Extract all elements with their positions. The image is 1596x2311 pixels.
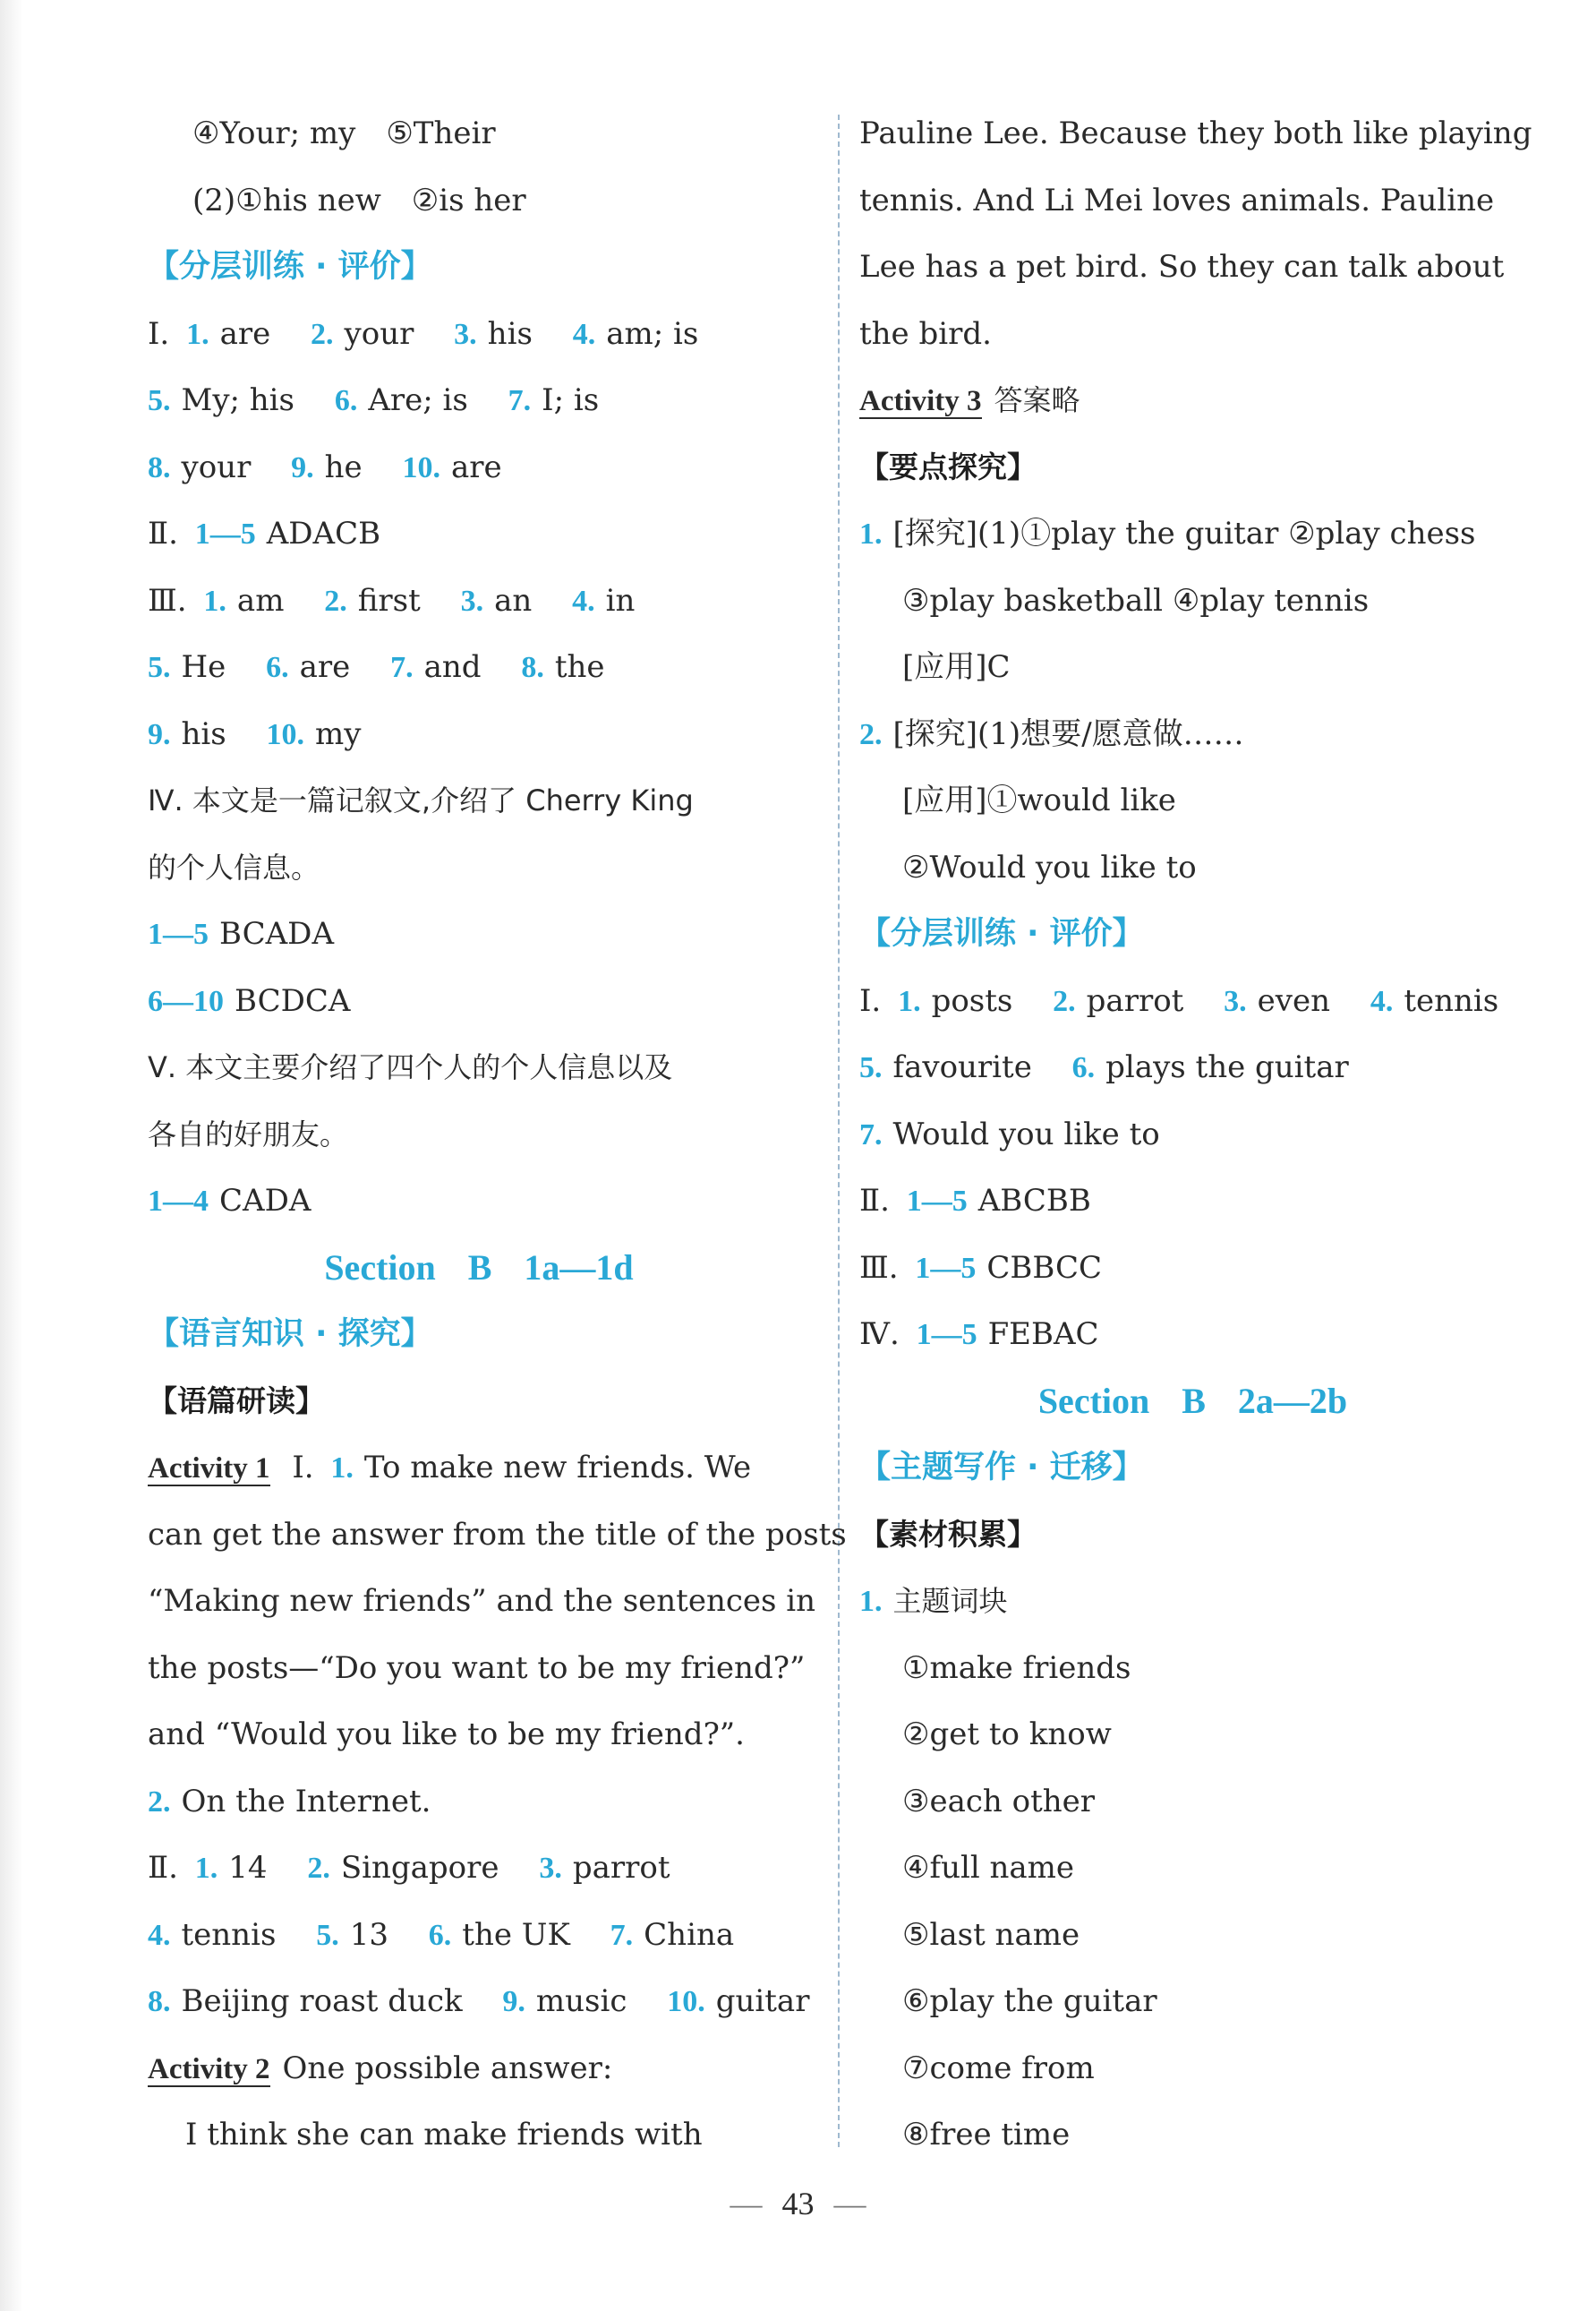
answer-text: On the Internet. <box>181 1783 431 1819</box>
answer-line: tennis. And Li Mei loves animals. Pauline <box>859 182 1495 218</box>
answer-text: tennis <box>1404 982 1499 1019</box>
answer-line <box>859 1301 1526 1368</box>
passage-summary: 各自的好朋友。 <box>148 1117 349 1151</box>
answer-text: the UK <box>462 1916 570 1953</box>
item-number: 2. <box>859 717 883 751</box>
section-heading: 【主题写作 · 迁移】 <box>859 1450 1144 1485</box>
answer-line: “Making new friends” and the sentences in <box>148 1583 816 1619</box>
answer-text: He <box>181 649 226 685</box>
answer-text: favourite <box>892 1049 1032 1085</box>
item-number: 5. <box>316 1918 339 1952</box>
answer-line <box>148 100 810 167</box>
item-number: 9. <box>291 450 314 484</box>
answer-text: BCADA <box>219 916 334 952</box>
answer-line: the bird. <box>859 315 992 352</box>
answer-line <box>148 701 810 768</box>
item-number: 1—5 <box>906 1185 968 1218</box>
answer-text: Beijing roast duck <box>181 1983 463 2019</box>
answer-text: tennis <box>181 1916 277 1953</box>
item-number: 7. <box>610 1918 634 1952</box>
item-number: 5. <box>148 651 171 684</box>
answer-text: parrot <box>572 1850 670 1886</box>
phrase-item: ③each other <box>902 1783 1096 1819</box>
section-heading: 【分层训练 · 评价】 <box>148 249 432 285</box>
answer-text: One possible answer: <box>282 2050 613 2086</box>
item-number: 2. <box>311 317 334 351</box>
item-number: 1. <box>330 1451 354 1485</box>
item-number: 6. <box>334 384 358 417</box>
answer-line <box>148 568 810 635</box>
roman-numeral: Ⅰ. <box>292 1450 314 1485</box>
answer-line: and “Would you like to be my friend?”. <box>148 1716 745 1752</box>
item-number: 9. <box>502 1985 525 2018</box>
answer-text: FEBAC <box>987 1316 1099 1352</box>
answer-text: parrot <box>1086 982 1184 1019</box>
answer-line: I think she can make friends with <box>185 2117 703 2153</box>
answer-text: ADACB <box>266 516 381 552</box>
answer-text: CBBCC <box>986 1249 1103 1286</box>
subsection-heading: 【素材积累】 <box>859 1516 1037 1552</box>
answer-text: [探究](1)想要/愿意做…… <box>892 715 1244 752</box>
phrase-item: ⑧free time <box>902 2117 1071 2153</box>
answer-text: [探究](1)①play the guitar ②play chess <box>892 516 1476 552</box>
item-number: 4. <box>572 317 596 351</box>
item-number: 6—10 <box>148 984 224 1018</box>
answer-text: even <box>1257 982 1331 1019</box>
answer-line <box>148 1434 810 1502</box>
answer-text: ④Your; my <box>192 116 356 151</box>
item-number: 6. <box>428 1918 452 1952</box>
answer-text: (2)①his new <box>192 182 381 218</box>
answer-line: ③play basketball ④play tennis <box>902 582 1370 619</box>
answer-text: BCDCA <box>235 982 351 1019</box>
answer-text: plays the guitar <box>1105 1049 1349 1085</box>
item-number: 6. <box>1071 1051 1096 1084</box>
answer-line: ②Would you like to <box>902 849 1197 886</box>
passage-summary: Ⅳ. 本文是一篇记叙文,介绍了 Cherry King <box>148 783 694 817</box>
answer-text: in <box>605 582 636 619</box>
roman-numeral: Ⅲ. <box>148 582 187 619</box>
item-number: 1. <box>203 584 226 618</box>
answer-text: China <box>644 1916 735 1953</box>
answer-text: are <box>219 315 271 352</box>
answer-line <box>148 634 810 701</box>
item-number: 5. <box>859 1051 883 1084</box>
answer-text: an <box>494 582 533 619</box>
item-number: 4. <box>572 584 595 618</box>
answer-line <box>859 1101 1526 1168</box>
item-number: 1—5 <box>915 1251 977 1285</box>
answer-text: CADA <box>219 1183 312 1219</box>
passage-summary: Ⅴ. 本文主要介绍了四个人的个人信息以及 <box>148 1050 673 1084</box>
roman-numeral: Ⅱ. <box>148 1850 178 1886</box>
answer-line <box>859 1168 1526 1235</box>
answer-line <box>148 1835 810 1902</box>
answer-line <box>148 1902 810 1969</box>
activity-label: Activity 1 <box>148 1452 270 1485</box>
phrase-item: ④full name <box>902 1850 1075 1886</box>
item-number: 4. <box>1370 984 1394 1018</box>
item-number: 8. <box>148 450 171 484</box>
section-heading: 【语言知识 · 探究】 <box>148 1316 432 1352</box>
answer-text: ABCBB <box>977 1183 1091 1219</box>
item-number: 3. <box>1224 984 1247 1018</box>
answer-text: To make new friends. We <box>363 1450 752 1485</box>
phrase-item: ①make friends <box>902 1649 1131 1686</box>
item-number: 1. <box>898 984 921 1018</box>
answer-text: his <box>181 715 226 752</box>
left-column <box>148 100 847 2169</box>
answer-text: are <box>450 449 502 485</box>
item-number: 1—4 <box>148 1185 209 1218</box>
answer-line <box>859 501 1526 568</box>
answer-text: he <box>324 449 363 485</box>
answer-text: ⑤Their <box>386 116 496 151</box>
answer-line: can get the answer from the title of the posts <box>148 1516 847 1553</box>
roman-numeral: Ⅱ. <box>148 516 178 552</box>
answer-line <box>859 367 1526 434</box>
page-number-text: 43 <box>781 2186 815 2221</box>
roman-numeral: Ⅱ. <box>859 1183 890 1219</box>
answer-text: Would you like to <box>892 1116 1160 1152</box>
answer-text: I; is <box>542 382 600 418</box>
answer-line: [应用]①would like <box>902 783 1176 818</box>
item-number: 7. <box>508 384 532 417</box>
item-number: 1—5 <box>916 1318 977 1351</box>
answer-text: and <box>423 649 482 685</box>
answer-text: my <box>315 715 362 752</box>
answer-text: Are; is <box>368 382 468 418</box>
answer-text: ②is her <box>411 182 526 218</box>
answer-text: am; is <box>606 315 699 352</box>
answer-text: his <box>487 315 533 352</box>
item-number: 9. <box>148 717 171 751</box>
item-number: 8. <box>521 651 544 684</box>
item-number: 10. <box>667 1985 705 2018</box>
answer-line: Pauline Lee. Because they both like playing <box>859 116 1532 151</box>
item-number: 2. <box>324 584 347 618</box>
section-title: Section B 2a—2b <box>1037 1380 1348 1421</box>
answer-line <box>148 501 810 568</box>
section-heading: 【分层训练 · 评价】 <box>859 916 1144 952</box>
answer-text: guitar <box>715 1983 810 2019</box>
item-number: 10. <box>266 717 305 751</box>
answer-line <box>859 1235 1526 1302</box>
item-number: 10. <box>402 450 440 484</box>
answer-text: 13 <box>349 1916 388 1953</box>
item-number: 3. <box>539 1852 562 1885</box>
page-edge-shadow <box>0 0 23 2311</box>
answer-line <box>148 901 810 968</box>
answer-line <box>859 1034 1526 1101</box>
answer-line <box>859 968 1526 1035</box>
answer-text: first <box>357 582 421 619</box>
item-number: 7. <box>390 651 414 684</box>
section-title: Section B 1a—1d <box>324 1246 634 1288</box>
answer-line <box>148 301 810 368</box>
answer-text: 14 <box>228 1850 268 1886</box>
answer-line: the posts—“Do you want to be my friend?” <box>148 1649 806 1686</box>
answer-text: am <box>236 582 285 619</box>
item-number: 3. <box>460 584 484 618</box>
passage-summary: 的个人信息。 <box>148 850 320 885</box>
item-number: 2. <box>307 1852 330 1885</box>
answer-line <box>148 2035 810 2102</box>
item-number: 2. <box>148 1785 171 1819</box>
item-number: 4. <box>148 1918 171 1952</box>
answer-line <box>859 701 1526 768</box>
roman-numeral: Ⅳ. <box>859 1316 900 1352</box>
right-column <box>859 100 1532 2169</box>
item-number: 1—5 <box>194 518 256 551</box>
answer-line <box>148 367 810 434</box>
answer-text: posts <box>931 982 1013 1019</box>
item-number: 2. <box>1053 984 1076 1018</box>
item-number: 3. <box>454 317 477 351</box>
answer-line <box>148 1168 810 1235</box>
answer-line <box>859 1568 1526 1635</box>
answer-line <box>148 1968 810 2035</box>
phrase-item: ②get to know <box>902 1716 1112 1752</box>
roman-numeral: Ⅰ. <box>859 982 882 1019</box>
answer-line: Lee has a pet bird. So they can talk about <box>859 249 1505 285</box>
answer-text: your <box>344 315 414 352</box>
item-number: 7. <box>859 1117 883 1151</box>
item-number: 1—5 <box>148 918 209 951</box>
answer-text: Singapore <box>340 1850 499 1886</box>
item-number: 1. <box>859 1585 883 1618</box>
dash-decoration: — <box>730 2186 763 2221</box>
answer-text: are <box>299 649 351 685</box>
item-number: 1. <box>186 317 209 351</box>
answer-line: [应用]C <box>902 649 1011 685</box>
answer-line <box>148 1768 810 1836</box>
dash-decoration: — <box>833 2186 866 2221</box>
page-number <box>0 2185 1596 2222</box>
phrase-item: ⑥play the guitar <box>902 1983 1157 2019</box>
activity-label: Activity 3 <box>859 385 982 417</box>
answer-text: My; his <box>181 382 295 418</box>
subsection-heading: 【语篇研读】 <box>148 1382 325 1418</box>
answer-text: 主题词块 <box>892 1584 1008 1618</box>
item-number: 6. <box>266 651 289 684</box>
roman-numeral: Ⅲ. <box>859 1249 899 1286</box>
item-number: 8. <box>148 1985 171 2018</box>
item-number: 1. <box>194 1852 218 1885</box>
item-number: 1. <box>859 518 883 551</box>
phrase-item: ⑤last name <box>902 1916 1080 1953</box>
answer-line <box>148 968 810 1035</box>
activity-label: Activity 2 <box>148 2052 270 2085</box>
answer-text: music <box>535 1983 627 2019</box>
roman-numeral: Ⅰ. <box>148 315 170 352</box>
answer-line <box>148 434 810 501</box>
answer-text: the <box>554 649 605 685</box>
phrase-item: ⑦come from <box>902 2050 1095 2086</box>
column-divider <box>838 115 840 2147</box>
item-number: 5. <box>148 384 171 417</box>
answer-text: 答案略 <box>994 383 1080 417</box>
answer-text: your <box>181 449 252 485</box>
subsection-heading: 【要点探究】 <box>859 449 1037 484</box>
answer-line <box>148 167 810 235</box>
